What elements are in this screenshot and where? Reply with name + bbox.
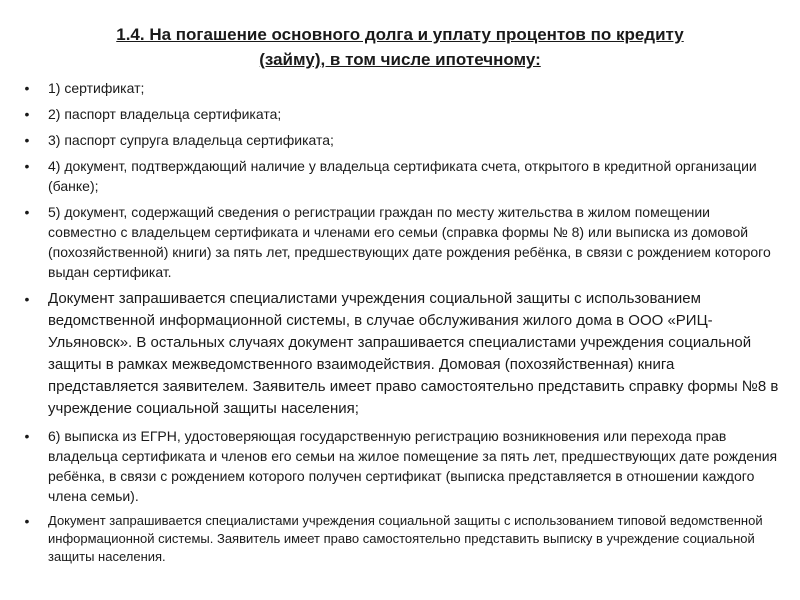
bullet-icon: • (24, 158, 30, 174)
list-item-text: 3) паспорт супруга владельца сертификата; (48, 132, 334, 148)
list-item (20, 202, 780, 282)
bullet-icon: • (24, 132, 30, 148)
list-item-text: 2) паспорт владельца сертификата; (48, 106, 282, 122)
list-item-text: 1) сертификат; (48, 80, 145, 96)
requirements-list (20, 78, 780, 564)
list-item-text: 5) документ, содержащий сведения о регистрации граждан по месту жительства в жилом помещении совместно с владельцем сертификата и членами его семьи (справка формы № 8) или выписка из домовой (похозяйственной) книги) за пять лет, предшествующих дате рождения ребёнка, в связи с рождением которого выдан сертификат. (48, 204, 771, 280)
list-item-text: 4) документ, подтверждающий наличие у владельца сертификата счета, открытого в кредитной организации (банке); (48, 158, 757, 194)
list-item (20, 288, 780, 420)
bullet-icon: • (24, 80, 30, 96)
list-item-text: Документ запрашивается специалистами учреждения социальной защиты с использованием ведомственной информационной системы, в случае обслуживания жилого дома в ООО «РИЦ-Ульяновск». В остальных случаях документ запрашивается специалистами учреждения социальной защиты в рамках межведомственного взаимодействия. Домовая (похозяйственная) книга представляется заявителем. Заявитель имеет право самостоятельно представить справку формы №8 в учреждение социальной защиты населения; (48, 290, 779, 417)
title-line-1: 1.4. На погашение основного долга и уплату процентов по кредиту (116, 25, 684, 44)
page-title (60, 22, 740, 72)
bullet-icon: • (24, 291, 30, 307)
list-item (20, 104, 780, 124)
bullet-icon: • (24, 106, 30, 122)
list-item-text: Документ запрашивается специалистами учреждения социальной защиты с использованием типовой ведомственной информационной системы. Заявитель имеет право самостоятельно представить выписку в учреждение социальной защиты населения. (48, 513, 763, 564)
list-item (20, 426, 780, 506)
bullet-icon: • (24, 204, 30, 220)
list-item-text: 6) выписка из ЕГРН, удостоверяющая государственную регистрацию возникновения или перехода прав владельца сертификата и членов его семьи на жилое помещение за пять лет, предшествующих дате рождения ребёнка, в связи с рождением которого получен сертификат (выписка представляется в отношении каждого члена семьи). (48, 428, 778, 504)
bullet-icon: • (24, 513, 30, 529)
list-item (20, 156, 780, 196)
title-line-2: (займу), в том числе ипотечному: (259, 50, 541, 69)
list-item (20, 512, 780, 564)
list-item (20, 130, 780, 150)
list-item (20, 78, 780, 98)
bullet-icon: • (24, 428, 30, 444)
